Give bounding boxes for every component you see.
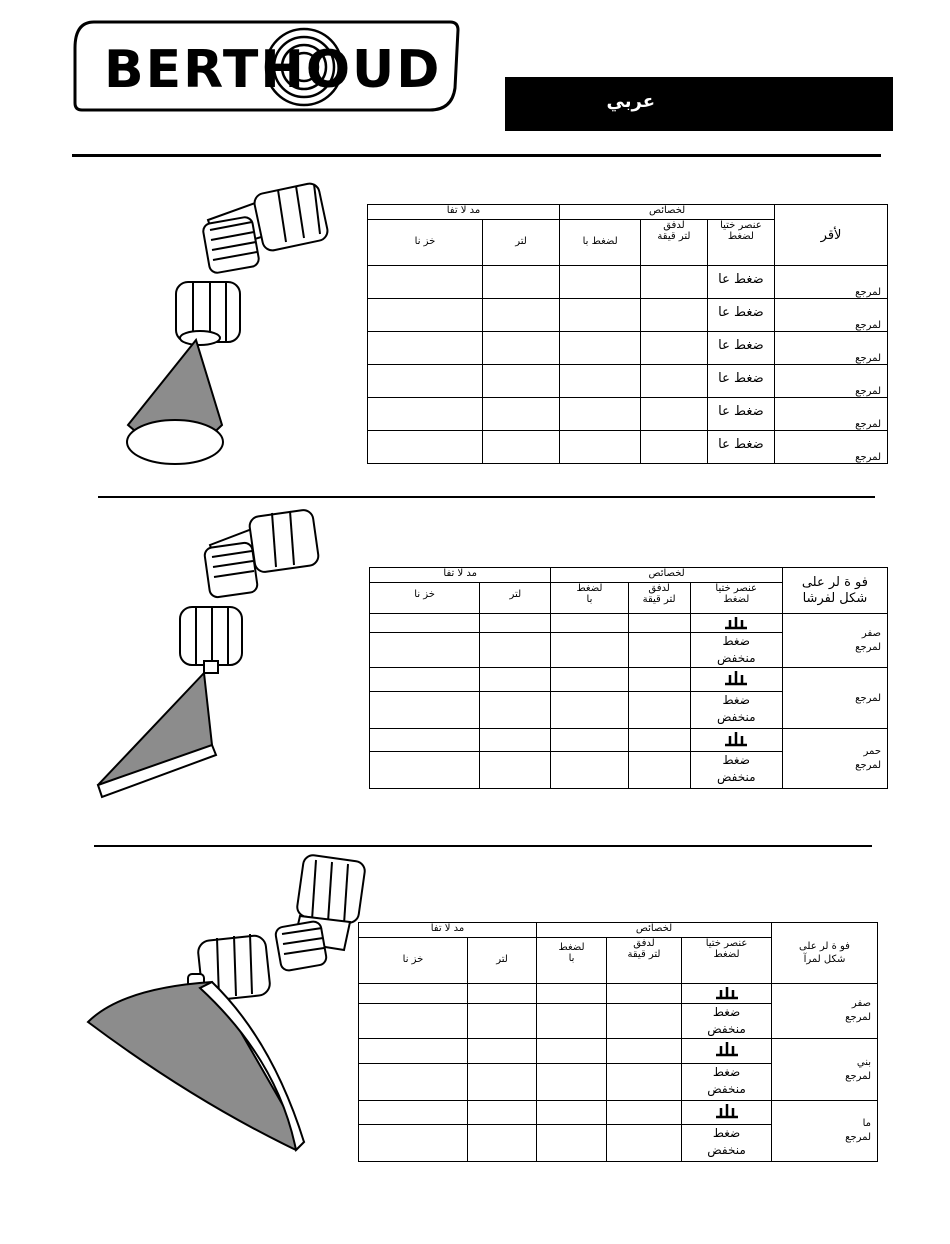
col-header-pressure: لضغط با bbox=[551, 583, 628, 614]
table-row bbox=[370, 729, 888, 752]
col-header-tank: خز نا bbox=[359, 938, 468, 984]
group-header-characteristics: لخصائص bbox=[537, 923, 772, 938]
ref-label: بني لمرجع bbox=[772, 1039, 878, 1101]
table-mirror bbox=[358, 922, 878, 1162]
col-header-flow: لدفق لتر قيقة bbox=[628, 583, 690, 614]
language-label: عربي bbox=[606, 91, 655, 112]
col-header-pressure-element: عنصر ختيا لضغط bbox=[682, 938, 772, 984]
table-row bbox=[359, 1101, 878, 1125]
pressure-label: ضغط عا bbox=[707, 431, 775, 464]
col-header-flow: لدفق لتر قيقة bbox=[607, 938, 682, 984]
table-row bbox=[368, 266, 888, 299]
table-row bbox=[368, 365, 888, 398]
low-pressure-label: ضغط منخفض bbox=[690, 752, 782, 789]
brand-logo: BERTHOUD bbox=[104, 40, 442, 100]
col-header-litre: لتر bbox=[468, 938, 537, 984]
table-corner-label: لأقر bbox=[775, 205, 888, 266]
cone-nozzle-illustration bbox=[118, 180, 338, 470]
table-row bbox=[370, 668, 888, 692]
col-header-flow: لدفق لتر قيقة bbox=[641, 220, 707, 266]
pressure-label: ضغط عا bbox=[707, 299, 775, 332]
group-header-usage: مد لا تفا bbox=[368, 205, 560, 220]
col-header-litre: لتر bbox=[483, 220, 560, 266]
group-header-usage: مد لا تفا bbox=[359, 923, 537, 938]
ref-label: لمرجع bbox=[775, 332, 888, 365]
col-header-pressure-element: عنصر ختيا لضغط bbox=[707, 220, 775, 266]
pressure-label: ضغط عا bbox=[707, 332, 775, 365]
low-pressure-label: ضغط منخفض bbox=[690, 692, 782, 729]
table-corner-label: فو ة لر على شكل لفرشا bbox=[782, 568, 887, 614]
header-rule bbox=[72, 154, 881, 157]
high-pressure-symbol bbox=[690, 729, 782, 752]
table-row bbox=[359, 984, 878, 1004]
pressure-label: ضغط عا bbox=[707, 365, 775, 398]
section-divider bbox=[94, 845, 872, 847]
high-pressure-symbol bbox=[690, 668, 782, 692]
high-pressure-symbol bbox=[682, 984, 772, 1004]
table-row bbox=[368, 431, 888, 464]
section-divider bbox=[98, 496, 875, 498]
pressure-label: ضغط عا bbox=[707, 398, 775, 431]
group-header-characteristics: لخصائص bbox=[560, 205, 775, 220]
ref-label: ما لمرجع bbox=[772, 1101, 878, 1162]
ref-label: لمرجع bbox=[775, 398, 888, 431]
ref-label: صفر لمرجع bbox=[772, 984, 878, 1039]
col-header-tank: خز نا bbox=[370, 583, 480, 614]
table-corner-label: فو ة لر على شكل لمرآ bbox=[772, 923, 878, 984]
pressure-label: ضغط عا bbox=[707, 266, 775, 299]
language-banner bbox=[505, 77, 893, 131]
table-row bbox=[368, 332, 888, 365]
table-row bbox=[368, 299, 888, 332]
table-hollow-cone bbox=[367, 204, 888, 464]
flat-fan-nozzle-illustration bbox=[92, 505, 342, 805]
col-header-litre: لتر bbox=[480, 583, 551, 614]
group-header-usage: مد لا تفا bbox=[370, 568, 551, 583]
ref-label: لمرجع bbox=[775, 365, 888, 398]
high-pressure-symbol bbox=[690, 614, 782, 633]
ref-label: لمرجع bbox=[775, 299, 888, 332]
col-header-tank: خز نا bbox=[368, 220, 483, 266]
ref-label: صفر لمرجع bbox=[782, 614, 887, 668]
col-header-pressure: لضغط با bbox=[537, 938, 607, 984]
mirror-nozzle-illustration bbox=[82, 850, 372, 1160]
col-header-pressure-element: عنصر ختيا لضغط bbox=[690, 583, 782, 614]
high-pressure-symbol bbox=[682, 1101, 772, 1125]
table-row bbox=[359, 1039, 878, 1064]
ref-label: لمرجع bbox=[775, 431, 888, 464]
low-pressure-label: ضغط منخفض bbox=[690, 633, 782, 668]
ref-label: لمرجع bbox=[782, 668, 887, 729]
group-header-characteristics: لخصائص bbox=[551, 568, 782, 583]
low-pressure-label: ضغط منخفض bbox=[682, 1064, 772, 1101]
low-pressure-label: ضغط منخفض bbox=[682, 1125, 772, 1162]
table-flat-fan bbox=[369, 567, 888, 789]
ref-label: لمرجع bbox=[775, 266, 888, 299]
table-row bbox=[368, 398, 888, 431]
col-header-pressure: لضغط با bbox=[560, 220, 641, 266]
low-pressure-label: ضغط منخفض bbox=[682, 1004, 772, 1039]
high-pressure-symbol bbox=[682, 1039, 772, 1064]
table-row bbox=[370, 614, 888, 633]
ref-label: حمر لمرجع bbox=[782, 729, 887, 789]
